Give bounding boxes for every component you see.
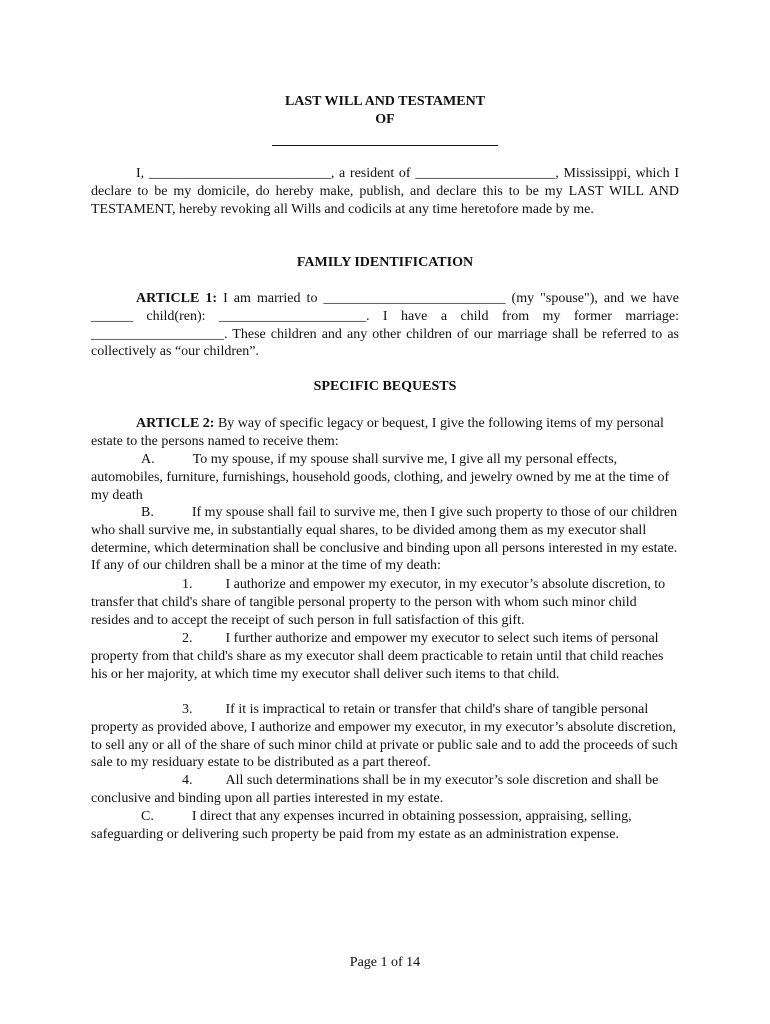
item-2-label: 2. <box>182 631 193 646</box>
item-4-paragraph <box>91 772 679 808</box>
item-3-text: If it is impractical to retain or transfer that child's share of tangible personal property as provided above, I authorize and empower my executor, in my executor’s absolute discretion, to sell any or all of the share of such minor child at private or public sale and to add the proceeds of such sale to my residuary estate to be distributed as a part thereof. <box>91 702 678 771</box>
section-heading-family: FAMILY IDENTIFICATION <box>296 255 474 270</box>
item-a-paragraph <box>91 451 679 504</box>
item-b-label: B. <box>141 505 154 520</box>
intro-text: I, __________________________, a resident of ____________________, Mississippi, which I declare to be my domicile, do hereby make, publish, and declare this to be my LAST WILL AND TESTAMENT, hereby revoking all Wills and codicils at any time heretofore made by me. <box>91 166 679 217</box>
document-title-of: OF <box>375 112 395 127</box>
section-heading-bequests: SPECIFIC BEQUESTS <box>313 379 457 394</box>
article-2-text: By way of specific legacy or bequest, I give the following items of my personal estate to the persons named to receive them: <box>91 416 664 449</box>
item-3-paragraph <box>91 701 679 772</box>
item-b-paragraph <box>91 504 679 575</box>
item-1-text: I authorize and empower my executor, in my executor’s absolute discretion, to transfer that child's share of tangible personal property to the person with whom such minor child resides and to accept the receipt of such person in full satisfaction of this gift. <box>91 577 666 628</box>
testator-name-blank <box>272 137 498 146</box>
intro-paragraph <box>91 165 679 218</box>
item-a-label: A. <box>141 452 155 467</box>
item-1-paragraph <box>91 576 679 629</box>
item-2-text: I further authorize and empower my executor to select such items of personal property from that child's share as my executor shall deem practicable to retain until that child reaches his or her majority, at which time my executor shall deliver such items to that child. <box>91 631 664 682</box>
item-4-label: 4. <box>182 773 193 788</box>
item-c-label: C. <box>141 809 154 824</box>
document-title: LAST WILL AND TESTAMENT <box>284 94 486 109</box>
article-2-paragraph <box>91 415 679 451</box>
item-a-text: To my spouse, if my spouse shall survive me, I give all my personal effects, automobiles, furniture, furnishings, household goods, clothing, and jewelry owned by me at the time of my death <box>91 452 670 503</box>
article-2-label: ARTICLE 2: <box>136 416 215 431</box>
item-b-text: If my spouse shall fail to survive me, then I give such property to those of our children who shall survive me, in substantially equal shares, to be divided among them as my executor shall determine, which determination shall be conclusive and binding upon all persons interested in my estate. If any of our children shall be a minor at the time of my death: <box>91 505 678 574</box>
article-1-text: I am married to __________________________ (my "spouse"), and we have ______ child(ren): _____________________. I have a child from my former marriage: ___________________. These children and any other children of our marriage shall be referred to as collectively as “our children”. <box>91 291 680 360</box>
page-number: Page 1 of 14 <box>349 955 421 970</box>
article-1-paragraph <box>91 290 679 361</box>
item-3-label: 3. <box>182 702 193 717</box>
item-1-label: 1. <box>182 577 193 592</box>
item-c-text: I direct that any expenses incurred in obtaining possession, appraising, selling, safeguarding or delivering such property be paid from my estate as an administration expense. <box>91 809 632 842</box>
item-2-paragraph <box>91 630 679 683</box>
item-4-text: All such determinations shall be in my executor’s sole discretion and shall be conclusive and binding upon all parties interested in my estate. <box>91 773 659 806</box>
item-c-paragraph <box>91 808 679 844</box>
article-1-label: ARTICLE 1: <box>136 291 218 306</box>
